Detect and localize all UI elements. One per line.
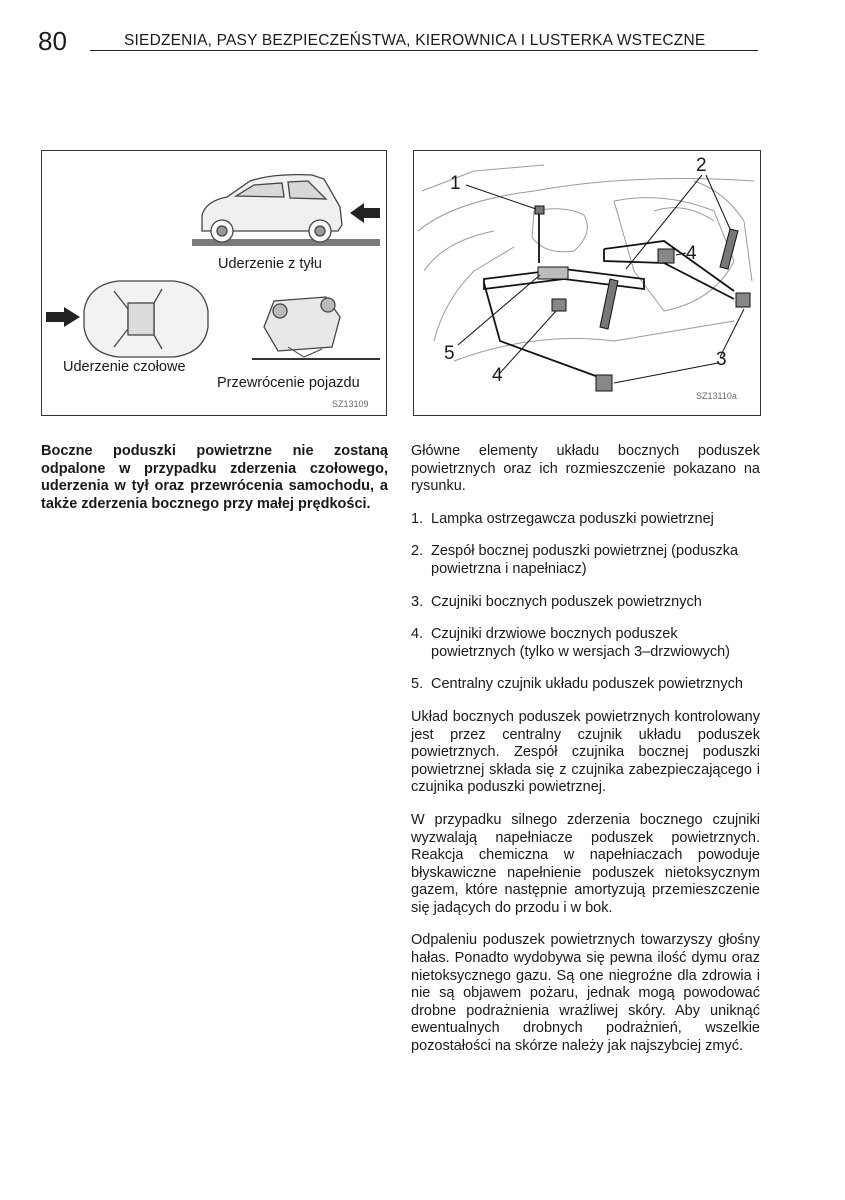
rollover-car-drawing	[252, 297, 380, 359]
list-item	[411, 594, 760, 612]
warning-note: Boczne poduszki powietrzne nie zostaną odpalone w przypadku zderzenia czołowego, uderzenia w tył oraz przewrócenia samochodu, a także zderzenia bocznego przy małej prędkości.	[41, 443, 388, 512]
intro-paragraph: Główne elementy układu bocznych poduszek powietrznych oraz ich rozmieszczenie pokazano na rysunku.	[411, 443, 760, 495]
airbag-module-part-front	[600, 279, 618, 329]
component-list	[411, 511, 760, 694]
page-number: 80	[38, 26, 67, 56]
side-sensor-part-front	[596, 375, 612, 391]
impact-types-figure	[41, 150, 387, 416]
airbag-module-part-rear	[720, 229, 738, 269]
list-item-text: Centralny czujnik układu poduszek powietrznych	[431, 676, 743, 693]
front-impact-label: Uderzenie czołowe	[63, 359, 186, 375]
door-sensor-part-right	[658, 249, 674, 263]
rear-impact-label: Uderzenie z tyłu	[218, 256, 322, 272]
list-item-number: 1.	[411, 510, 424, 527]
top-view-car-drawing	[84, 281, 208, 357]
section-title: SIEDZENIA, PASY BEZPIECZEŃSTWA, KIEROWNICA I LUSTERKA WSTECZNE	[124, 32, 706, 49]
list-item	[411, 626, 760, 661]
front-impact-arrow	[46, 307, 80, 327]
figure-code: SZ13110a	[696, 391, 737, 401]
list-item-text: Czujniki drzwiowe bocznych poduszek powietrznych (tylko w wersjach 3–drzwiowych)	[431, 626, 730, 660]
callout-1: 1	[450, 173, 461, 194]
list-item-number: 5.	[411, 676, 424, 693]
central-sensor-part	[538, 267, 568, 279]
callout-2: 2	[696, 155, 707, 176]
side-sensor-part-rear	[736, 293, 750, 307]
list-item	[411, 511, 760, 529]
list-item-number: 3.	[411, 593, 424, 610]
callout-4-right: 4	[686, 243, 697, 264]
door-sensor-part-left	[552, 299, 566, 311]
side-view-car-drawing	[192, 175, 380, 246]
rear-impact-arrow	[350, 203, 380, 223]
body-paragraph: Odpaleniu poduszek powietrznych towarzyszy głośny hałas. Ponadto wydobywa się pewna ilość dymu oraz nietoksycznego gazu. Są one niegroźne dla zdrowia i nie są objawem pożaru, jednak mogą powodować drobne podrażnienia wrażliwej skóry. Aby uniknąć ewentualnych drobnych podrażnień, wszelkie pozostałości na skórze należy jak najszybciej zmyć.	[411, 932, 760, 1055]
callout-4-left: 4	[492, 365, 503, 386]
airbag-system-figure	[413, 150, 761, 416]
body-paragraph: W przypadku silnego zderzenia bocznego czujniki wyzwalają napełniacze poduszek powietrznych. Reakcja chemiczna w napełniaczach powoduje błyskawiczne napełnienie poduszek nietoksycznym gazem, które następnie amortyzują przemieszczenie się jadących do przodu i w bok.	[411, 811, 760, 916]
list-item-number: 4.	[411, 626, 424, 643]
callout-3: 3	[716, 349, 727, 370]
header-rule	[90, 50, 758, 51]
airbag-system-illustration	[414, 151, 760, 415]
warning-lamp-part	[535, 206, 544, 214]
description-column	[411, 443, 760, 1071]
figure-code: SZ13109	[332, 399, 369, 409]
list-item-text: Zespół bocznej poduszki powietrznej (poduszka powietrzna i napełniacz)	[431, 543, 739, 577]
callout-5: 5	[444, 343, 455, 364]
list-item	[411, 543, 760, 578]
body-paragraph: Układ bocznych poduszek powietrznych kontrolowany jest przez centralny czujnik układu poduszek powietrznych. Zespół czujnika bocznej poduszki powietrznej składa się z czujnika zabezpieczającego i czujnika poduszki powietrznej.	[411, 708, 760, 796]
list-item-number: 2.	[411, 543, 424, 560]
vehicle-interior-drawing	[418, 165, 754, 361]
list-item-text: Czujniki bocznych poduszek powietrznych	[431, 593, 702, 610]
rollover-label: Przewrócenie pojazdu	[217, 375, 360, 391]
list-item-text: Lampka ostrzegawcza poduszki powietrznej	[431, 510, 714, 527]
list-item	[411, 676, 760, 694]
